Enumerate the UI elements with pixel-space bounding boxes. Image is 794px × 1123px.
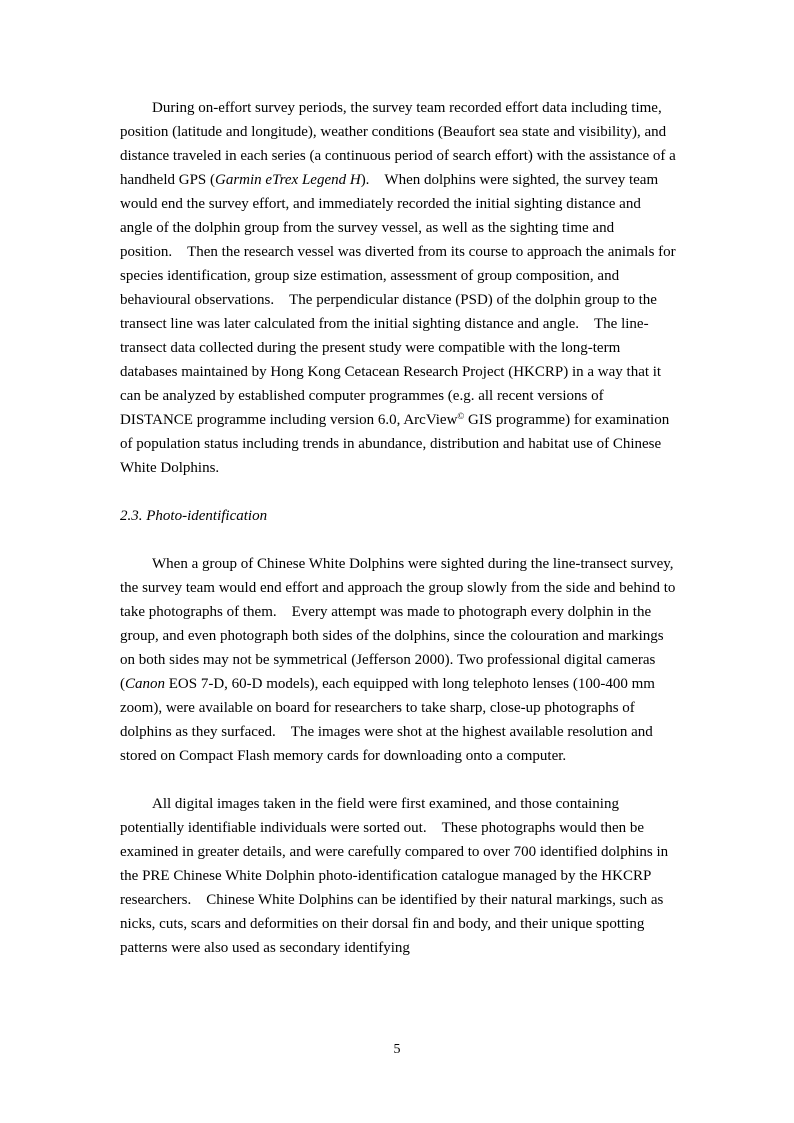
photo-text-part-2: EOS 7-D, 60-D models), each equipped with long telephoto lenses (100-400 mm zoom), were available on board for researchers to take sharp, close-up photographs of dolphins as they surfaced. The images were shot at the highest available resolution and stored on Compact Flash memory cards for downloading onto a computer. (120, 676, 655, 764)
survey-text-part-2: ). When dolphins were sighted, the survey team would end the survey effort, and immediately recorded the initial sighting distance and angle of the dolphin group from the survey vessel, as well as the sighting time and position. Then the research vessel was diverted from its course to approach the animals for species identification, group size estimation, assessment of group composition, and behavioural observations. The perpendicular distance (PSD) of the dolphin group to the transect line was later calculated from the initial sighting distance and angle. The line-transect data collected during the present study were compatible with the long-term databases maintained by Hong Kong Cetacean Research Project (HKCRP) in a way that it can be analyzed by established computer programmes (e.g. all recent versions of DISTANCE programme including version 6.0, ArcView (120, 172, 676, 428)
survey-text-part-1: During on-effort survey periods, the survey team recorded effort data including time, position (latitude and longitude), weather conditions (Beaufort sea state and visibility), and distance traveled in each series (a continuous period of search effort) with the assistance of a handheld GPS ( (120, 100, 676, 188)
gps-model-name: Garmin eTrex Legend H (215, 172, 361, 188)
survey-text-part-3: GIS programme) for examination of population status including trends in abundance, distribution and habitat use of Chinese White Dolphins. (120, 412, 670, 476)
document-page (120, 96, 676, 960)
paragraph-spacer (120, 480, 676, 504)
image-examination-paragraph: All digital images taken in the field were first examined, and those containing potentially identifiable individuals were sorted out. These photographs would then be examined in greater details, and were carefully compared to over 700 identified dolphins in the PRE Chinese White Dolphin photo-identification catalogue managed by the HKCRP researchers. Chinese White Dolphins can be identified by their natural markings, such as nicks, cuts, scars and deformities on their dorsal fin and body, and their unique spotting patterns were also used as secondary identifying (120, 796, 669, 956)
photo-procedure-paragraph (120, 552, 676, 768)
section-heading-photo-identification: 2.3. Photo-identification (120, 508, 268, 524)
photo-text-part-1: When a group of Chinese White Dolphins were sighted during the line-transect survey, the survey team would end effort and approach the group slowly from the side and behind to take photographs of them. Every attempt was made to photograph every dolphin in the group, and even photograph both sides of the dolphins, since the colouration and markings on both sides may not be symmetrical (Jefferson 2000). Two professional digital cameras ( (120, 556, 676, 692)
page-number: 5 (393, 1042, 401, 1057)
camera-brand-name: Canon (125, 676, 166, 692)
survey-effort-paragraph (120, 96, 676, 480)
copyright-mark: © (457, 411, 465, 421)
paragraph-spacer (120, 528, 676, 552)
paragraph-spacer (120, 768, 676, 792)
